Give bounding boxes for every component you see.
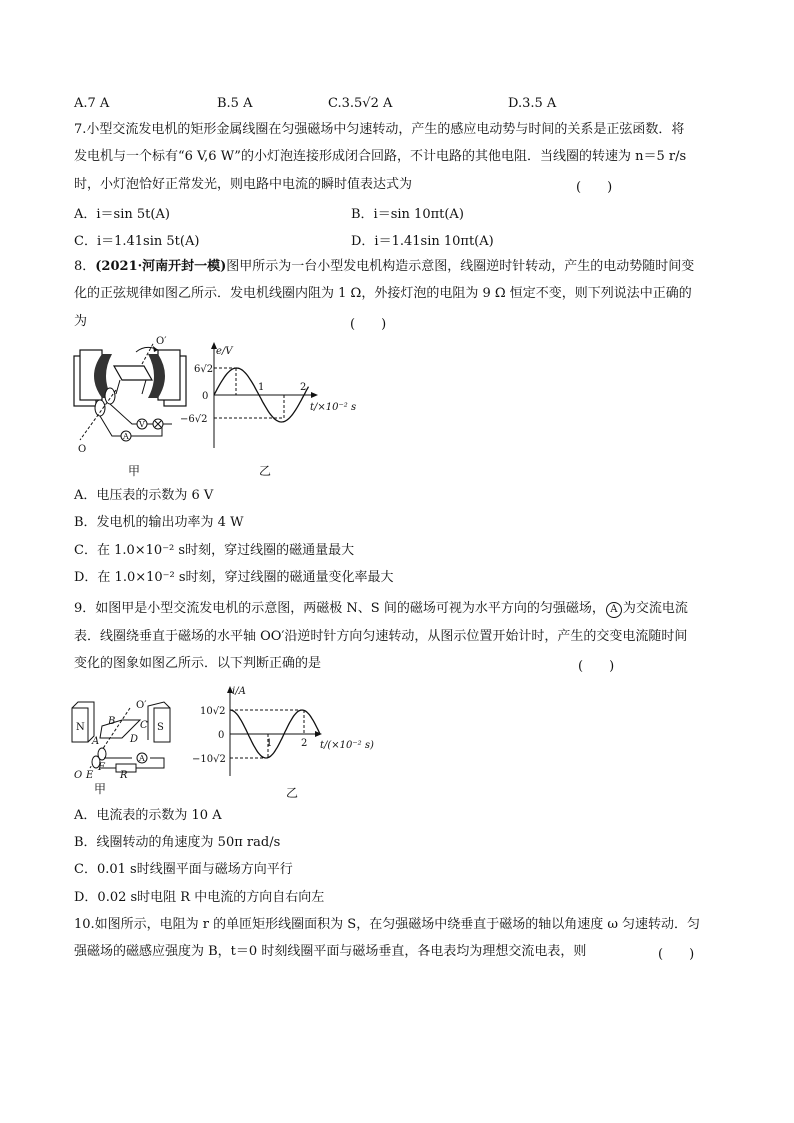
q7-option-d: D．i＝1.41sin 10πt(A) [351,234,494,249]
q9-label-b: B [108,716,116,727]
q8-stem-line1 [74,258,694,276]
q7-option-b: B．i＝sin 10πt(A) [351,207,464,222]
q8-x-tick-2: 2 [300,382,307,393]
q8-x-tick-1: 1 [258,382,265,393]
q9-caption-jia: 甲 [94,782,107,796]
q8-option-a: A．电压表的示数为 6 V [74,488,214,503]
q7-stem-line2: 发电机与一个标有“6 V,6 W”的小灯泡连接形成闭合回路，不计电路的其他电阻．当线圈的转速为 n＝5 r/s [74,149,687,164]
q8-caption-jia: 甲 [128,464,141,478]
q9-y-tick-bottom: −10√2 [192,754,226,765]
q7-answer-blank: ( ) [576,180,613,195]
q8-y-tick-bottom: −6√2 [180,414,208,425]
q9-option-c: C．0.01 s时线圈平面与磁场方向平行 [74,862,293,877]
q9-label-d: D [130,734,139,745]
q8-option-d: D．在 1.0×10⁻² s时刻，穿过线圈的磁通量变化率最大 [74,570,394,585]
q6-option-c: C.3.5√2 A [328,96,393,111]
q9-current-graph [192,684,374,784]
q9-generator-diagram [70,698,180,780]
q8-y-axis-label: e/V [216,346,233,357]
q9-stem-line3: 变化的图象如图乙所示．以下判断正确的是 [74,656,322,671]
q8-stem-line1-rest: 图甲所示为一台小型发电机构造示意图，线圈逆时针转动，产生的电动势随时间变 [226,259,695,274]
q9-option-a: A．电流表的示数为 10 A [74,808,222,823]
q9-y-axis-label: i/A [232,686,246,697]
q7-stem-line1: 7.小型交流发电机的矩形金属线圈在匀强磁场中匀速转动，产生的感应电动势与时间的关系是正弦函数．将 [74,122,685,137]
q9-stem-line1 [74,600,688,618]
q9-label-s: S [157,722,164,733]
q9-y-tick-top: 10√2 [200,706,226,717]
q6-option-a: A.7 A [74,96,110,111]
q9-label-r: R [120,770,128,781]
q9-stem-line2: 表．线圈绕垂直于磁场的水平轴 OO′沿逆时针方向匀速转动，从图示位置开始计时，产生的交变电流随时间 [74,629,688,644]
q10-stem-line1: 10.如图所示，电阻为 r 的单匝矩形线圈面积为 S，在匀强磁场中绕垂直于磁场的轴以角速度 ω 匀速转动．匀 [74,917,701,932]
q8-stem-line2: 化的正弦规律如图乙所示．发电机线圈内阻为 1 Ω，外接灯泡的电阻为 9 Ω 恒定不变，则下列说法中正确的 [74,286,692,301]
q9-x-axis-label: t/(×10⁻² s) [320,740,374,751]
q8-caption-yi: 乙 [259,464,272,478]
ammeter-icon [606,602,622,618]
q9-label-c: C [140,720,148,731]
q9-label-e: E [86,770,94,781]
q7-option-c: C．i＝1.41sin 5t(A) [74,234,200,249]
q8-stem-line3: 为 [74,314,88,329]
q8-label-o-prime: O′ [156,336,167,347]
q9-label-f: F [98,762,105,773]
q9-label-a: A [92,736,100,747]
q8-generator-diagram [72,336,192,456]
q9-ammeter-label: A [139,754,145,763]
q8-emf-graph [180,340,376,460]
q9-option-d: D．0.02 s时电阻 R 中电流的方向自右向左 [74,890,325,905]
q8-label-o: O [78,444,87,455]
q8-x-axis-label: t/×10⁻² s [310,402,357,413]
q9-stem-line1b: 为交流电流 [622,601,688,616]
q9-x-tick-1: 1 [266,738,273,749]
q8-ammeter-label: A [123,432,129,441]
q7-stem-line3: 时，小灯泡恰好正常发光，则电路中电流的瞬时值表达式为 [74,177,413,192]
q8-source: (2021·河南开封一模) [95,259,227,274]
q9-label-o-prime: O′ [136,700,147,711]
q9-x-tick-2: 2 [301,738,308,749]
q8-number: 8． [74,259,96,274]
q8-option-b: B．发电机的输出功率为 4 W [74,515,244,530]
q9-answer-blank: ( ) [578,659,615,674]
q9-y-tick-zero: 0 [218,730,225,741]
ammeter-icon-label: A [610,604,618,615]
q9-label-n: N [76,722,85,733]
q8-y-tick-zero: 0 [202,391,209,402]
q8-y-tick-top: 6√2 [194,364,214,375]
q8-voltmeter-label: V [139,420,145,429]
q9-option-b: B．线圈转动的角速度为 50π rad/s [74,835,281,850]
q9-label-o: O [74,770,83,781]
q9-stem-line1a: 9．如图甲是小型交流发电机的示意图，两磁极 N、S 间的磁场可视为水平方向的匀强磁场， [74,601,605,616]
q7-option-a: A．i＝sin 5t(A) [74,207,170,222]
q8-answer-blank: ( ) [350,317,387,332]
q10-answer-blank: ( ) [658,947,695,962]
q8-option-c: C．在 1.0×10⁻² s时刻，穿过线圈的磁通量最大 [74,543,355,558]
q6-option-d: D.3.5 A [508,96,557,111]
q6-option-b: B.5 A [217,96,253,111]
q10-stem-line2: 强磁场的磁感应强度为 B，t＝0 时刻线圈平面与磁场垂直，各电表均为理想交流电表，则 [74,944,587,959]
q9-caption-yi: 乙 [286,786,299,800]
